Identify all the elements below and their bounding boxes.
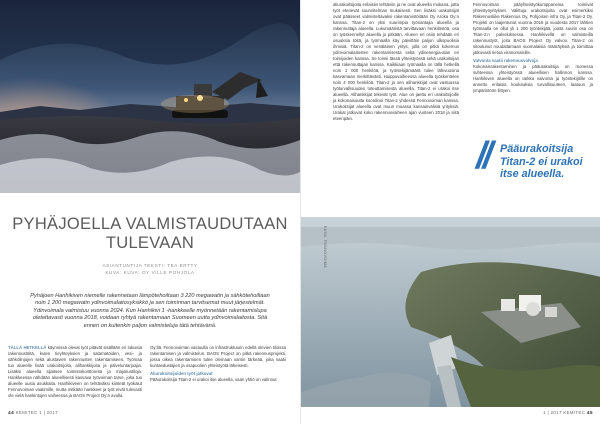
aerial-illustration bbox=[301, 217, 600, 407]
right-column-2-subhead: Valvonta vaatii rakennusvalvoja bbox=[473, 58, 538, 63]
left-page-number: 44 bbox=[8, 411, 15, 416]
left-column-2-text: Oy:llä. Fennovoiman vastuulla on infrastruktuurin edellä olevien tiloissa rakentamisen ja valmistelun. BAOS Project on pitkä rakennusprojekti, jossa oikea rakentaminen tulee olemaan varsin tärkeää, joka vaatii kuntaedustajien ja osapuolien yhteistyötä läheisesti. bbox=[150, 345, 286, 368]
excavator-photo-illustration bbox=[0, 0, 300, 193]
right-folio bbox=[543, 410, 593, 416]
right-page bbox=[300, 0, 600, 424]
pull-quote-text: Pääurakoitsija Titan-2 ei urakoi itse alueella. bbox=[500, 143, 583, 180]
pull-quote bbox=[476, 135, 594, 181]
aerial-site-rendering bbox=[301, 217, 600, 407]
byline-author: ASIANTUNTIJA TEKSTI: TEA ERTTY bbox=[102, 263, 198, 268]
right-column-2 bbox=[473, 2, 593, 94]
byline-photo-credit: KUVA: KUVA: OY VILLE POHJOLA bbox=[105, 269, 195, 275]
left-column-2-end: Pääurakoitsija Titan-2 ei urakoi itse alueella, vaan yhtiö on valinnut bbox=[150, 377, 277, 382]
byline bbox=[20, 263, 280, 276]
quote-marks-icon: // bbox=[476, 135, 490, 177]
right-folio-text: 1 | 2017 KEMITEC bbox=[543, 410, 586, 415]
left-column-2-subhead: Aliurakoitsijoiden työt jatkuvat bbox=[150, 371, 213, 376]
lead-paragraph: Pyhäjoen Hanhikiven niemelle rakennetaan lämpötehoiltaan 3 220 megawatin ja sähkötehoiltaan noin 1 200 megawatin ydinvoimalaitosyksikkö ja sen toiminnan tarvitsemat muut järjestelmät. Ydinvoimala valmistuu vuonna 2024. Kun Hanhikivi 1 -hankkeelle myönnetään rakentamislupa oletettavasti vuonna 2018, voidaan ryhtyä rakentamaan Suomeen uutta ydinvoimalaitosta. Sitä ennen on kuitenkin paljon valmisteluja tätä tehtävänä. bbox=[30, 293, 270, 329]
right-column-1: aliurakoitsijoita erilaisiin tehtäviin ja ne ovat alueella mukana, jotta työt etenevät suunnitelman mukaisesti. Sen lisäksi urakoitsijat ovat päässeet valmisteltavaksi rakentamistöitään Oy Aroka Oy:n kanssa. Titan-2 on yksi suurimpia työnantajia alueella ja rakennuttaja alueella. Lukumääristä tarvittavaan henkilöstöä, osa on työskennellyt alueella jo pitkään. Alueen eri osiin tehdään eri osuuksia töitä, ja työmaalla käy päivittäin paljon ulkopuolisia ihmisiä. Titan-2 on venäläinen yritys, jolla on pitkä kokemus ydinvoimalaitosten rakentamisesta sekä ydinenergia-alan eri toimijoiden kanssa. Se toimii tässä yhteistyössä sekä urakoitsijan että rakennuttajan kanssa. Kaikkiaan työmaalla on tällä hetkellä noin 1 000 henkilöä, ja työntekijämäärä tulee lähivuosina kasvamaan merkittävästi. Huippuvaiheessa alueella työskentelee noin 4 000 henkilöä. Titan-2 ja sen alihankkijat ovat vastuussa työturvallisuuden toteuttamisesta alueella. Titan-2 ei urakoi itse alueella. Alihankkijat tekevät työt. Alue on jaettu eri urakoitsijoille ja kokonaisuutta koordinoi Titan-2 yhdessä Fennovoiman kanssa. Urakoitsijat alueella ovat muun muassa kansainvälisiä yrityksiä. Urakat jatkuvat koko rakennusvaiheen ajan vuoteen 2018 ja siitä eteenpäin. bbox=[333, 2, 459, 121]
right-page-number: 45 bbox=[586, 411, 593, 416]
left-column-2 bbox=[150, 345, 286, 383]
left-folio-text: KEMITEC 1 | 2017 bbox=[15, 410, 58, 415]
left-column-1 bbox=[8, 345, 142, 399]
left-folio bbox=[8, 410, 58, 416]
dropcap-lead: TÄLLÄ HETKELLÄ bbox=[8, 345, 47, 350]
article-headline: PYHÄJOELLA VALMISTAUDUTAAN TULEVAAN bbox=[12, 215, 288, 252]
aerial-photo-credit: KUVA: FENNOVOIMA bbox=[323, 226, 327, 269]
right-column-2-text: Fennovoiman pääyhteistyökumppaneina toimivat yhteistyöyritykset. Valittuja urakoitsijoita ovat esimerkiksi Rakennusliike Rakennus Oy, Pohjoisen infra Oy, ja Titan-2 Oy. Projekti on laajentunut vuonna 2016 ja vuodesta 2017 lähtien työmaalla on ollut yli 1 200 työntekijää, joista suurin osa on Titan-2:n palveluksessa. Hanhikivellä on valmisteilla rakennustyöt, joita BAOS Project Oy valvoo. Titan-2 on sitoutunut noudattamaan suomalaisia määräyksiä ja toimittaa jatkuvasti tietoa viranomaisille. bbox=[473, 2, 593, 55]
left-column-1-text: käynnissä olevat työt pitävät sisällään eri lukuisia rakennustöitä, kuten tieyhteyksien ja satamatöiden, vesi- ja sähkölinjojen sekä alustavien rakennusten rakentamiseen. Työmaa tuo alueelle lisää urakoitsijoita, alihankkijoita ja palveluntarjoajia. Lisäksi alueella sijaitsee toimistokonttoreita ja majoitustiloja. Hankkeessa nähdään alueellisesti kasvava työvoiman tarve, joka tuo alueelle uusia asukkaita. Hanhikiveen on tehtäväksi kiinteät työkalut Fennovoiman vaatimille, mutta mitkään hankkeet ja työt eivät tulevasti ole vielä hankintojen vaiheessa ja BAOS Project Oy:n avulla. bbox=[8, 345, 142, 398]
right-column-2-end: Kokonaisrakentaminen ja pääurakoitsija on monessa suhteessa yhteistyössä alueellisen hallinnon kanssa. Hanhikiven alueella on tarkka valvonta ja työntekijöille on annettu erilaisia koulutuksia turvallisuuteen, laatuun ja ympäristöön liittyen. bbox=[473, 64, 593, 93]
excavator-dusk-photo bbox=[0, 0, 300, 193]
